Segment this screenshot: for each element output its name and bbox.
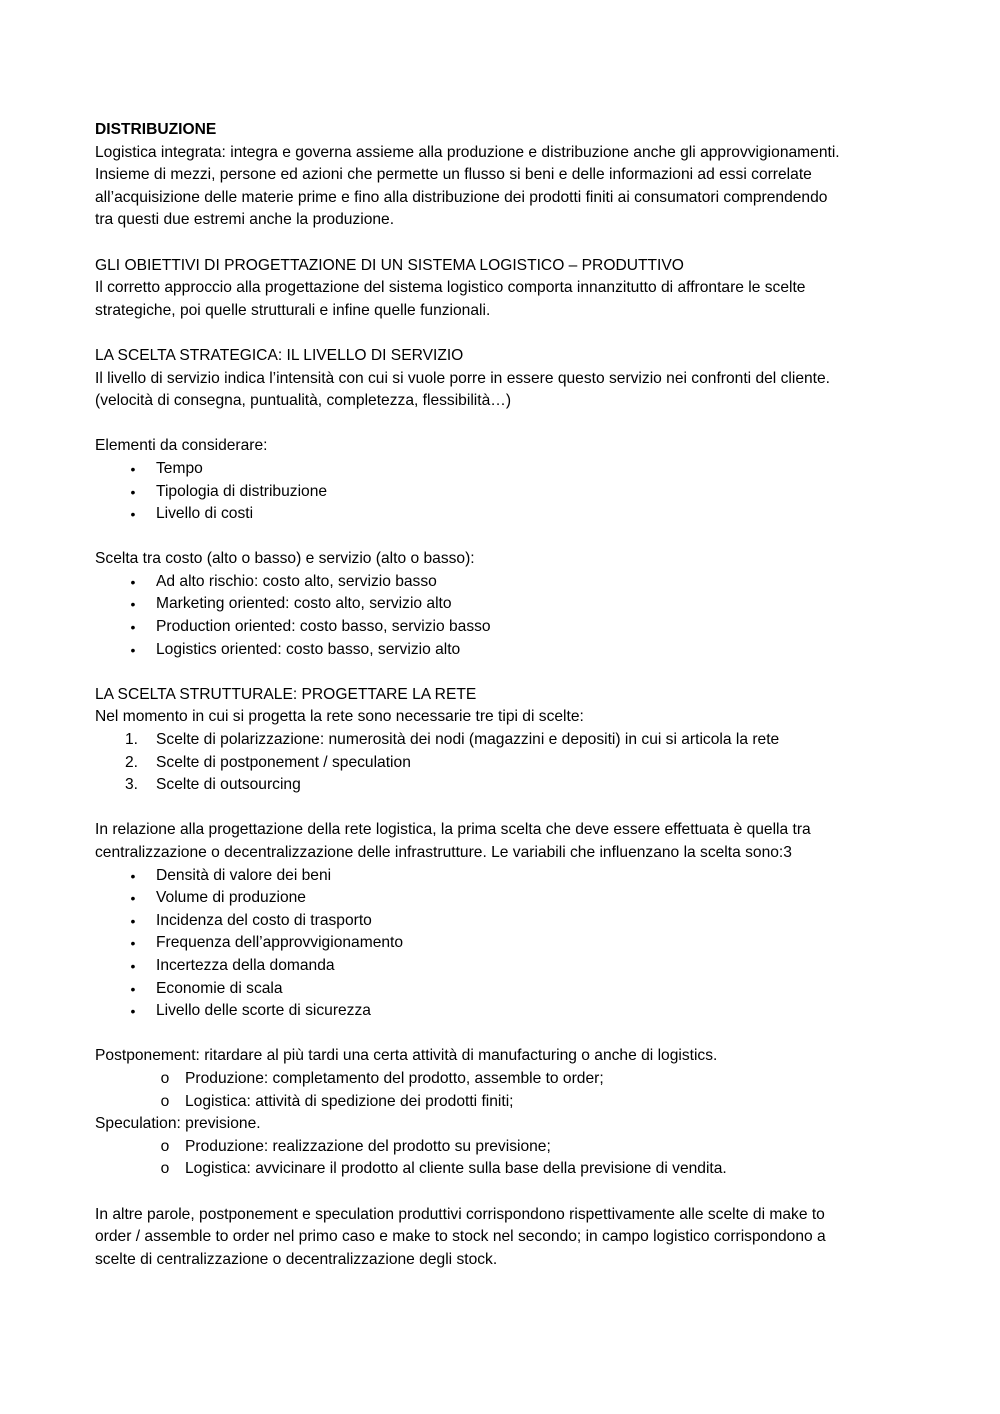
list-item-text: Scelte di postponement / speculation [156,753,411,771]
paragraph-line: Il corretto approccio alla progettazione del sistema logistico comporta innanzitutto di affrontare le scelte [95,279,806,297]
list-item-text: Scelte di polarizzazione: numerosità dei nodi (magazzini e depositi) in cui si articola la rete [156,731,780,749]
spacer [95,526,910,549]
spacer [95,322,910,345]
bullet-icon: • [130,867,136,884]
list-item [95,1068,910,1091]
intro-line: Insieme di mezzi, persone ed azioni che permette un flusso si beni e delle informazioni ad essi correlate [95,166,812,184]
list-item [95,729,910,752]
list-item [95,1158,910,1181]
paragraph-line: scelte di centralizzazione o decentralizzazione degli stock. [95,1250,498,1268]
section-heading-strategic: LA SCELTA STRATEGICA: IL LIVELLO DI SERVIZIO [95,346,464,364]
list-item-text: Incidenza del costo di trasporto [156,911,372,929]
list-item-text: Incertezza della domanda [156,956,335,974]
list-item [95,1000,910,1023]
list-item-text: Tempo [156,459,203,477]
list-item-text: Logistica: attività di spedizione dei prodotti finiti; [185,1092,514,1110]
bullet-icon: • [130,890,136,907]
paragraph-line: centralizzazione o decentralizzazione delle infrastrutture. Le variabili che influenzano la scelta sono:3 [95,844,792,861]
list-item-text: Livello delle scorte di sicurezza [156,1002,371,1020]
intro-line: Logistica integrata: integra e governa assieme alla produzione e distribuzione anche gli approvvigionamenti. [95,143,840,161]
list-item-text: Volume di produzione [156,889,306,907]
list-item [95,593,910,616]
paragraph-line: order / assemble to order nel primo caso e make to stock nel secondo; in campo logistico corrispondono a [95,1228,826,1246]
list-item [95,978,910,1001]
list-item [95,865,910,888]
spacer [95,661,910,684]
bullet-icon: • [130,1003,136,1020]
bullet-icon: • [130,912,136,929]
paragraph-line: Nel momento in cui si progetta la rete sono necessarie tre tipi di scelte: [95,708,584,726]
spacer [95,1023,910,1046]
bullet-icon: • [130,980,136,997]
sub-bullet-icon: o [160,1069,170,1087]
list-item-text: Production oriented: costo basso, servizio basso [156,618,491,636]
list-item [95,458,910,481]
bullet-icon: • [130,935,136,952]
list-item [95,616,910,639]
list-item [95,639,910,662]
list-item-text: Produzione: realizzazione del prodotto su previsione; [185,1137,551,1155]
sub-bullet-icon: o [160,1160,170,1178]
bullet-icon: • [130,619,136,636]
list-item-text: Scelte di outsourcing [156,776,301,794]
elements-intro: Elementi da considerare: [95,437,268,455]
list-item-text: Frequenza dell’approvvigionamento [156,934,404,952]
list-number: 2. [125,753,139,771]
paragraph-line: In relazione alla progettazione della rete logistica, la prima scelta che deve essere effettuata è quella tra [95,821,811,839]
list-item-text: Densità di valore dei beni [156,866,332,884]
bullet-icon: • [130,506,136,523]
list-item [95,481,910,504]
bullet-icon: • [130,573,136,590]
speculation-list [95,1136,910,1181]
paragraph-line: (velocità di consegna, puntualità, completezza, flessibilità…) [95,392,512,410]
list-item [95,571,910,594]
elements-list [95,458,910,526]
list-item [95,932,910,955]
bullet-icon: • [130,641,136,658]
list-item-text: Produzione: completamento del prodotto, assemble to order; [185,1069,604,1087]
document-title: DISTRIBUZIONE [95,121,217,138]
variables-list [95,865,910,1023]
list-item-text: Tipologia di distribuzione [156,482,328,500]
spacer [95,797,910,820]
list-item-text: Ad alto rischio: costo alto, servizio basso [156,572,437,590]
postponement-line: Postponement: ritardare al più tardi una certa attività di manufacturing o anche di logistics. [95,1047,718,1065]
intro-line: tra questi due estremi anche la produzione. [95,211,395,229]
list-item-text: Logistics oriented: costo basso, servizio alto [156,640,461,658]
sub-bullet-icon: o [160,1137,170,1155]
intro-line: all’acquisizione delle materie prime e fino alla distribuzione dei prodotti finiti ai consumatori comprendendo [95,188,828,206]
speculation-line: Speculation: previsione. [95,1115,261,1133]
sub-bullet-icon: o [160,1092,170,1110]
list-item [95,887,910,910]
list-item [95,503,910,526]
spacer [95,1181,910,1204]
paragraph-line: In altre parole, postponement e speculation produttivi corrispondono rispettivamente alle scelte di make to [95,1205,825,1223]
list-number: 3. [125,776,139,794]
list-item [95,910,910,933]
list-number: 1. [125,731,139,749]
paragraph-line: strategiche, poi quelle strutturali e infine quelle funzionali. [95,301,491,319]
list-item [95,1136,910,1159]
list-item-text: Logistica: avvicinare il prodotto al cliente sulla base della previsione di vendita. [185,1160,727,1178]
section-heading-structural: LA SCELTA STRUTTURALE: PROGETTARE LA RETE [95,685,477,703]
bullet-icon: • [130,596,136,613]
paragraph-line: Il livello di servizio indica l’intensità con cui si vuole porre in essere questo servizio nei confronti del cliente. [95,369,831,387]
list-item [95,752,910,775]
list-item-text: Marketing oriented: costo alto, servizio alto [156,595,452,613]
bullet-icon: • [130,483,136,500]
spacer [95,413,910,436]
bullet-icon: • [130,460,136,477]
section-heading-objectives: GLI OBIETTIVI DI PROGETTAZIONE DI UN SISTEMA LOGISTICO – PRODUTTIVO [95,256,684,274]
choices-list [95,571,910,661]
list-item [95,1091,910,1114]
choice-intro: Scelta tra costo (alto o basso) e servizio (alto o basso): [95,550,475,568]
list-item [95,955,910,978]
list-item-text: Livello di costi [156,505,254,523]
choices-numbered-list [95,729,910,797]
bullet-icon: • [130,957,136,974]
list-item [95,774,910,797]
spacer [95,232,910,255]
postponement-list [95,1068,910,1113]
list-item-text: Economie di scala [156,979,283,997]
